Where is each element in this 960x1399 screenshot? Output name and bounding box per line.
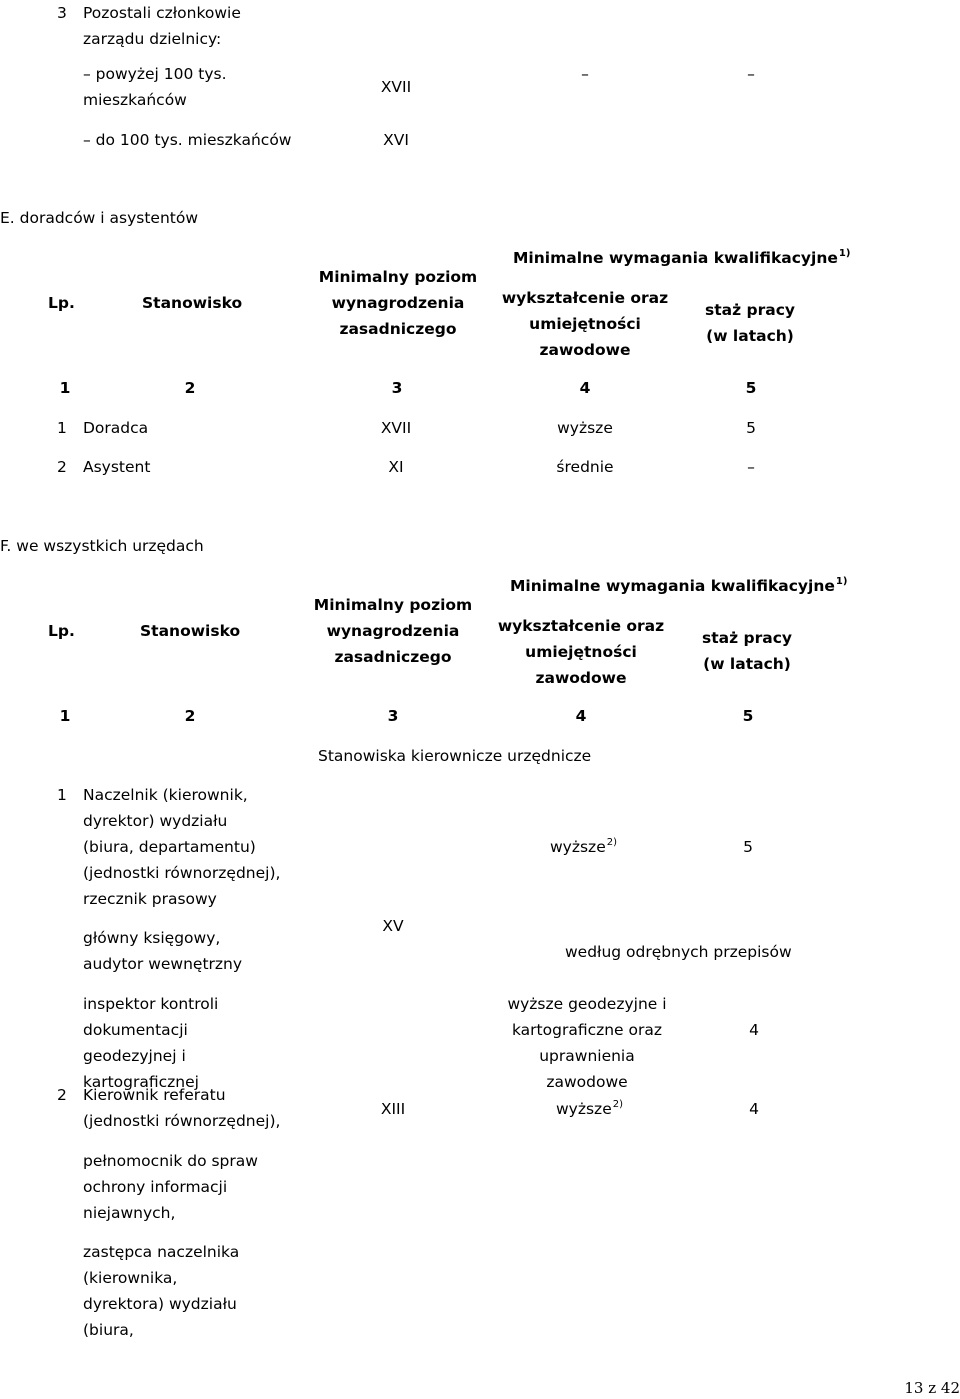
page-number: 13 z 42	[904, 1379, 960, 1397]
row-wyksztalcenie: średnie	[556, 458, 614, 476]
header-wymagania-text: Minimalne wymagania kwalifikacyjne	[510, 577, 835, 595]
row-stanowisko: Asystent	[83, 458, 151, 476]
column-number: 3	[387, 707, 399, 725]
group-title: Stanowiska kierownicze urzędnicze	[318, 747, 592, 765]
row-stanowisko: zastępca naczelnika (kierownika, dyrektora) wydziału (biura,	[83, 1243, 240, 1339]
row-staz: 5	[746, 419, 756, 437]
row-lp: 2	[57, 1086, 67, 1104]
footnote-marker: 1)	[838, 248, 851, 259]
footnote-marker: 2)	[612, 1099, 623, 1110]
column-number: 3	[391, 379, 403, 397]
header-wymagania	[510, 573, 847, 602]
header-staz: staż pracy (w latach)	[701, 629, 792, 673]
column-number: 4	[575, 707, 587, 725]
row-poziom: XV	[382, 917, 404, 935]
row-staz: 4	[749, 1021, 759, 1039]
row-stanowisko: główny księgowy, audytor wewnętrzny	[83, 929, 243, 973]
section-title: F. we wszystkich urzędach	[0, 537, 204, 555]
sub-row-label: – powyżej 100 tys. mieszkańców	[83, 65, 227, 109]
row-wyksztalcenie: wyższe	[557, 419, 613, 437]
header-wyksztalcenie: wykształcenie oraz umiejętności zawodowe	[501, 289, 669, 359]
column-number: 5	[745, 379, 757, 397]
header-poziom: Minimalny poziom wynagrodzenia zasadniczego	[313, 596, 473, 666]
row-stanowisko: Naczelnik (kierownik, dyrektor) wydziału (biura, departamentu) (jednostki równorzędnej), rzecznik prasowy	[83, 786, 281, 908]
row-title: Pozostali członkowie zarządu dzielnicy:	[83, 4, 241, 48]
dash-value: –	[747, 65, 755, 83]
header-wymagania-text: Minimalne wymagania kwalifikacyjne	[513, 249, 838, 267]
footnote-marker: 2)	[606, 837, 617, 848]
column-number: 2	[184, 379, 196, 397]
row-staz: 4	[749, 1100, 759, 1118]
header-stanowisko: Stanowisko	[140, 622, 241, 640]
header-poziom: Minimalny poziom wynagrodzenia zasadniczego	[318, 268, 478, 338]
header-staz: staż pracy (w latach)	[704, 301, 795, 345]
row-poziom: XVII	[380, 419, 412, 437]
column-number: 5	[742, 707, 754, 725]
column-number: 4	[579, 379, 591, 397]
header-stanowisko: Stanowisko	[142, 294, 243, 312]
row-poziom: XIII	[380, 1100, 406, 1118]
row-wyksztalcenie	[556, 1096, 623, 1125]
row-stanowisko: Doradca	[83, 419, 149, 437]
row-stanowisko: Kierownik referatu (jednostki równorzędnej),	[83, 1086, 281, 1130]
header-wymagania	[513, 245, 850, 274]
row-lp: 2	[57, 458, 67, 476]
sub-row-label: – do 100 tys. mieszkańców	[83, 131, 292, 149]
row-wyksztalcenie	[550, 834, 617, 863]
footnote-marker: 1)	[835, 576, 848, 587]
row-stanowisko: inspektor kontroli dokumentacji geodezyjnej i kartograficznej	[83, 995, 219, 1091]
level-value: XVI	[383, 131, 409, 149]
column-number: 2	[184, 707, 196, 725]
row-wyksztalcenie: wyższe geodezyjne i kartograficzne oraz uprawnienia zawodowe	[507, 995, 667, 1091]
header-wyksztalcenie: wykształcenie oraz umiejętności zawodowe	[497, 617, 665, 687]
dash-value: –	[581, 65, 589, 83]
row-stanowisko: pełnomocnik do spraw ochrony informacji niejawnych,	[83, 1152, 258, 1222]
level-value: XVII	[380, 78, 412, 96]
column-number: 1	[59, 379, 71, 397]
section-title: E. doradców i asystentów	[0, 209, 199, 227]
row-wyksztalcenie-text: wyższe	[550, 838, 606, 856]
row-staz: 5	[743, 838, 753, 856]
column-number: 1	[59, 707, 71, 725]
header-lp: Lp.	[48, 622, 75, 640]
row-wyksztalcenie: według odrębnych przepisów	[565, 943, 792, 961]
header-lp: Lp.	[48, 294, 75, 312]
row-lp: 1	[57, 419, 67, 437]
row-staz: –	[747, 458, 755, 476]
row-poziom: XI	[388, 458, 404, 476]
row-lp: 3	[57, 4, 67, 22]
row-wyksztalcenie-text: wyższe	[556, 1100, 612, 1118]
row-lp: 1	[57, 786, 67, 804]
